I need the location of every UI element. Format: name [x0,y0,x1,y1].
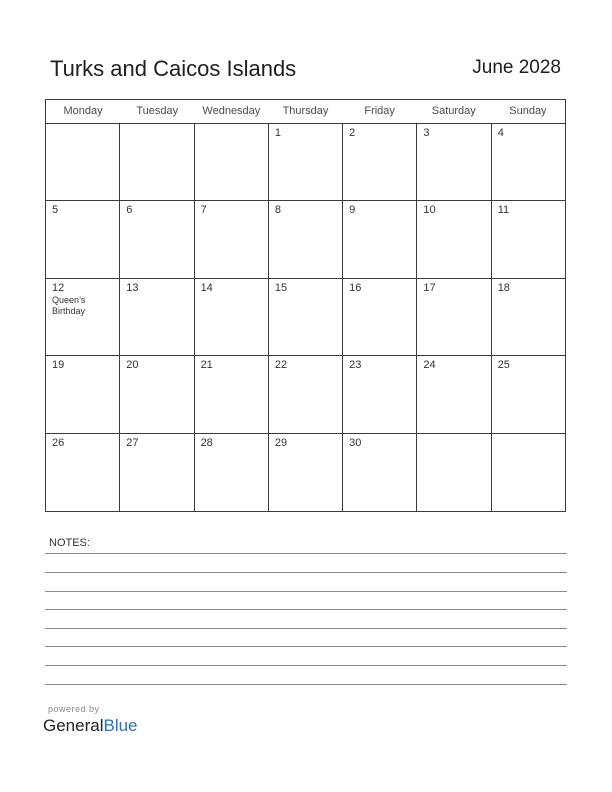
notes-line [45,553,567,554]
day-number: 6 [126,204,133,217]
brand-general: General [43,716,104,735]
day-cell-11 [492,201,565,277]
weekday-monday: Monday [63,105,103,117]
day-cell-5 [46,201,120,277]
generalblue-logo [43,716,138,736]
day-cell-27 [120,434,194,511]
day-number: 25 [497,359,510,372]
day-cell-25 [492,356,565,432]
weekday-sunday: Sunday [509,105,547,117]
day-cell-3 [417,124,491,200]
weekday-tuesday: Tuesday [136,105,179,117]
notes-line [45,646,567,647]
day-number: 16 [349,281,362,294]
day-cell-15 [269,279,343,355]
day-cell-13 [120,279,194,355]
day-number: 11 [497,204,510,217]
day-cell-16 [343,279,417,355]
day-cell-empty [120,124,194,200]
day-number: 3 [423,127,430,139]
notes-line [45,591,567,592]
day-number: 19 [52,359,65,372]
day-cell-29 [269,434,343,511]
calendar-weeks [46,124,565,511]
day-number: 14 [200,281,213,294]
day-number: 9 [349,204,356,217]
day-number: 22 [274,359,288,372]
day-cell-8 [269,201,343,277]
day-number: 17 [423,281,436,294]
day-cell-26 [46,434,120,511]
month-year-title: June 2028 [472,57,561,78]
day-number: 7 [200,204,207,217]
day-cell-18 [492,279,565,355]
day-number: 23 [349,359,362,372]
day-number: 5 [52,204,59,217]
day-number: 12 [52,281,65,294]
day-cell-14 [195,279,269,355]
day-number: 20 [126,359,139,372]
notes-line [45,665,567,666]
day-cell-17 [417,279,491,355]
page-title: Turks and Caicos Islands [50,56,297,81]
weekday-friday: Friday [364,105,395,117]
day-cell-21 [195,356,269,432]
week-row [46,201,565,278]
day-number: 13 [126,281,139,294]
day-cell-empty [492,434,565,511]
week-row [46,124,565,201]
day-cell-empty [46,124,120,200]
day-number: 15 [274,281,288,294]
day-number: 26 [52,436,65,449]
day-number: 21 [200,359,213,372]
day-cell-9 [343,201,417,277]
holiday-label: Queen’s Birthday [52,294,86,316]
weekday-saturday: Saturday [431,105,476,117]
day-number: 1 [274,127,281,139]
day-cell-empty [195,124,269,200]
day-cell-1 [269,124,343,200]
day-cell-20 [120,356,194,432]
notes-line [45,572,567,573]
powered-by-text: powered by [48,704,100,714]
calendar-grid [45,99,566,512]
day-cell-30 [343,434,417,511]
day-cell-10 [417,201,491,277]
notes-label: NOTES: [49,537,90,549]
day-number: 2 [349,127,356,139]
day-number: 4 [497,127,504,139]
day-cell-19 [46,356,120,432]
week-row [46,434,565,511]
notes-line [45,684,567,685]
day-number: 27 [126,436,139,449]
day-number: 30 [349,436,362,449]
day-cell-6 [120,201,194,277]
weekday-wednesday: Wednesday [202,105,261,117]
weekday-thursday: Thursday [282,105,329,117]
day-number: 18 [497,281,510,294]
notes-line [45,609,567,610]
day-cell-12 [46,279,120,355]
day-cell-7 [195,201,269,277]
day-cell-28 [195,434,269,511]
day-number: 24 [423,359,436,372]
day-cell-4 [492,124,565,200]
day-cell-24 [417,356,491,432]
day-cell-23 [343,356,417,432]
day-cell-empty [417,434,491,511]
weekday-header-row [46,100,565,124]
brand-blue: Blue [103,716,138,735]
day-number: 8 [274,204,281,217]
day-number: 28 [200,436,213,449]
day-number: 10 [423,204,436,217]
day-number: 29 [274,436,288,449]
week-row [46,356,565,433]
day-cell-2 [343,124,417,200]
week-row [46,279,565,356]
day-cell-22 [269,356,343,432]
notes-line [45,628,567,629]
